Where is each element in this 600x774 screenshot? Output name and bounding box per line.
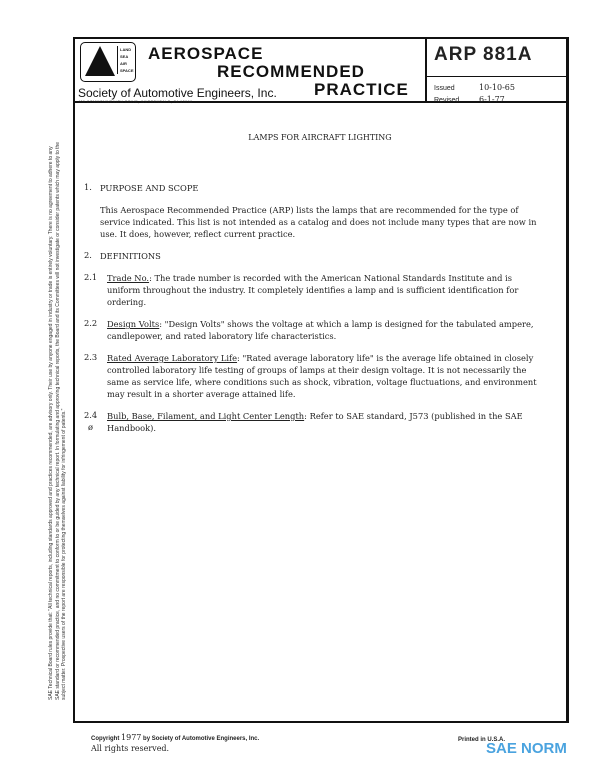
definition: Design Volts: "Design Volts" shows the voltage at which a lamp is designed for the tabulated ampere, candlepower, and rated laboratory life characteristics. [107, 319, 534, 341]
doc-id-box [425, 37, 569, 103]
definition: Rated Average Laboratory Life: "Rated average laboratory life" is the average life obtained in closely controlled laboratory life testing of groups of lamps at their design voltage. It is not necessarily the same as service life, where conditions such as shock, vibration, voltage fluctuations, and environment may result in a shorter average attained life. [107, 353, 537, 399]
org-name: Society of Automotive Engineers, Inc. [78, 86, 277, 100]
definition: Bulb, Base, Filament, and Light Center Length: Refer to SAE standard, J573 (published in the SAE Handbook). [107, 411, 523, 433]
def-number: 2.3 [84, 352, 98, 362]
section-heading: DEFINITIONS [100, 251, 161, 261]
doc-title: LAMPS FOR AIRCRAFT LIGHTING [248, 133, 392, 142]
section-number: 1. [84, 182, 92, 192]
section-text: This Aerospace Recommended Practice (ARP) lists the lamps that are recommended for the type of service indicated. This list is not intended as a catalog and does not include many types that are now in use. It does, however, reflect current practice. [100, 205, 537, 239]
org-address: 400 COMMONWEALTH DRIVE, WARRENDALE, PA 15096 [78, 100, 193, 104]
dates: Issued 10-10-65 Revised 6-1-77 [434, 83, 515, 104]
title-line1: AEROSPACE [148, 44, 264, 63]
def-number: 2.4 [84, 410, 98, 420]
watermark-logo: SAE NORM [486, 740, 567, 757]
definition: Trade No.: The trade number is recorded with the American National Standards Institute and is uniform throughout the industry. It completely identifies a lamp and is sufficient identification for ordering. [107, 273, 519, 307]
section-heading: PURPOSE AND SCOPE [100, 183, 199, 193]
revision-mark: ø [88, 422, 93, 432]
sae-logo: LAND SEA AIR SPACE [80, 42, 136, 82]
section-number: 2. [84, 250, 92, 260]
doc-number: ARP 881A [427, 37, 569, 77]
rights: All rights reserved. [91, 744, 170, 753]
def-number: 2.1 [84, 272, 98, 282]
copyright: Copyright 1977 by Society of Automotive Engineers, Inc. [91, 733, 260, 742]
def-number: 2.2 [84, 318, 98, 328]
disclaimer-note: SAE Technical Board rules provide that: "All technical reports, including standards approved and practices recommended, are advisory only. Their use by anyone engaged in industry or trade is entirely voluntary. There is no agreement to adhere to any SAE standard or recommended practice, and no commitment to conform to or be guided by any technical report. In formulating and approving technical reports, the Board and its Committees will not investigate or consider patents which may apply to the subject matter. Prospective users of the report are responsible for protecting themselves against liability for infringement of patents." [48, 141, 67, 700]
title-line2: RECOMMENDED [217, 62, 365, 81]
title-line3: PRACTICE [314, 80, 409, 99]
printed-in: Printed in U.S.A. [458, 737, 506, 743]
